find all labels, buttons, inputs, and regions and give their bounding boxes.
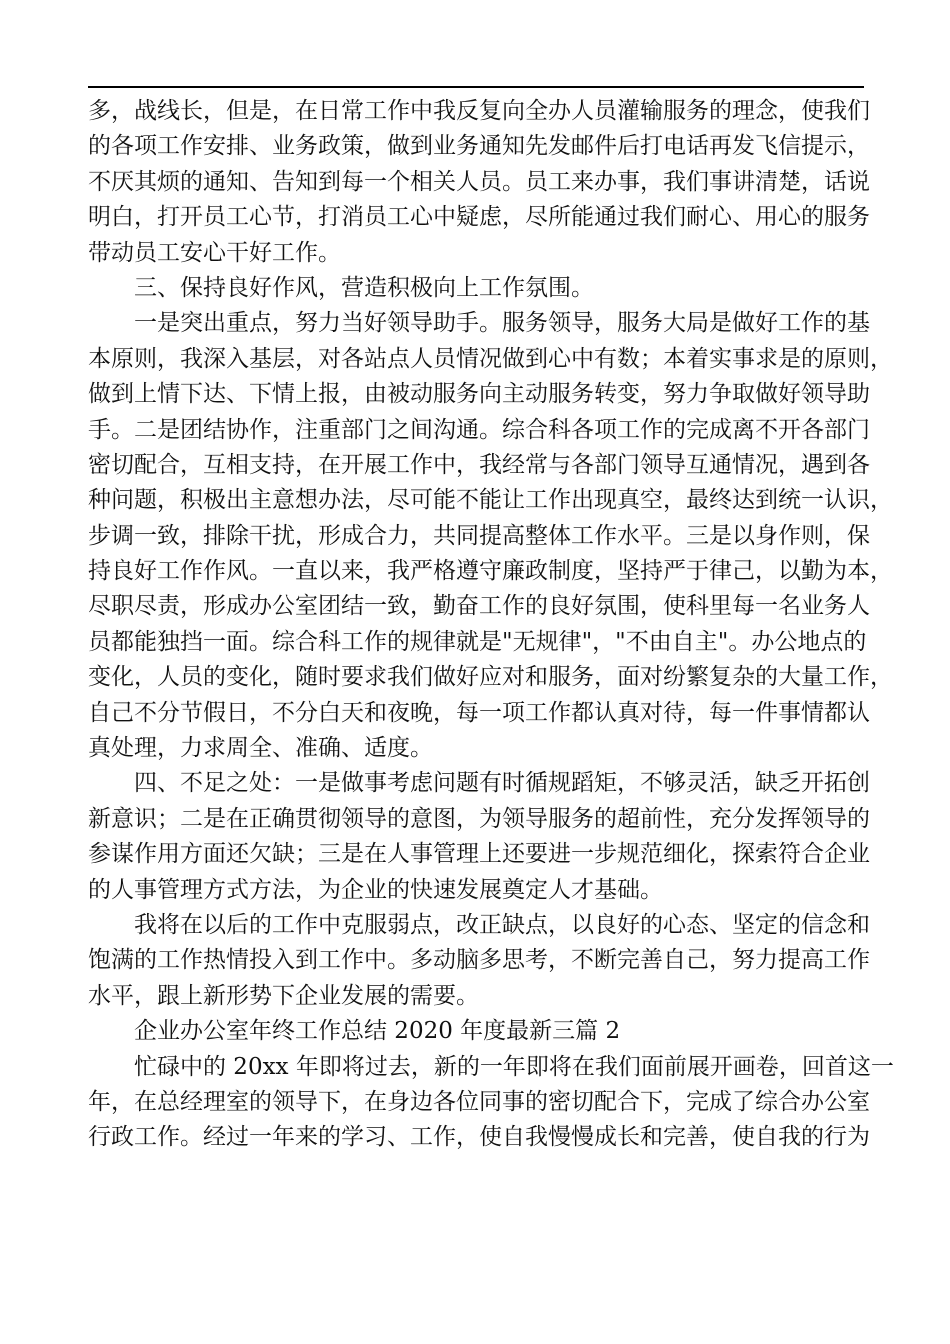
text-line: 忙碌中的 20xx 年即将过去，新的一年即将在我们面前展开画卷，回首这一: [134, 1053, 894, 1080]
text-line: 真处理，力求周全、准确、适度。: [88, 735, 433, 762]
text-line: 行政工作。经过一年来的学习、工作，使自我慢慢成长和完善，使自我的行为: [88, 1124, 870, 1151]
text-line: 做到上情下达、下情上报，由被动服务向主动服务转变，努力争取做好领导助: [88, 381, 870, 408]
text-line: 饱满的工作热情投入到工作中。多动脑多思考，不断完善自己，努力提高工作: [88, 947, 870, 974]
text-line: 尽职尽责，形成办公室团结一致，勤奋工作的良好氛围，使科里每一名业务人: [88, 593, 870, 620]
text-line: 持良好工作作风。一直以来，我严格遵守廉政制度，坚持严于律己，以勤为本，: [88, 558, 893, 585]
text-line: 水平，跟上新形势下企业发展的需要。: [88, 982, 479, 1009]
document-body: [88, 94, 894, 1156]
text-line: 自己不分节假日，不分白天和夜晚，每一项工作都认真对待，每一件事情都认: [88, 699, 870, 726]
text-line: 企业办公室年终工作总结 2020 年度最新三篇 2: [134, 1018, 621, 1045]
text-line: 步调一致，排除干扰，形成合力，共同提高整体工作水平。三是以身作则，保: [88, 522, 870, 549]
text-line: 参谋作用方面还欠缺；三是在人事管理上还要进一步规范细化，探索符合企业: [88, 841, 870, 868]
text-line: 密切配合，互相支持，在开展工作中，我经常与各部门领导互通情况，遇到各: [88, 451, 870, 478]
text-line: 员都能独挡一面。综合科工作的规律就是"无规律"，"不由自主"。办公地点的: [88, 628, 867, 655]
text-line: 三、保持良好作风，营造积极向上工作氛围。: [134, 274, 594, 301]
text-line: 带动员工安心干好工作。: [88, 239, 341, 266]
text-line: 本原则，我深入基层，对各站点人员情况做到心中有数；本着实事求是的原则，: [88, 345, 893, 372]
text-line: 多，战线长，但是，在日常工作中我反复向全办人员灌输服务的理念，使我们: [88, 98, 870, 124]
text-line: 四、不足之处：一是做事考虑问题有时循规蹈矩，不够灵活，缺乏开拓创: [134, 770, 870, 797]
header-rule: [88, 86, 864, 88]
text-line: 变化，人员的变化，随时要求我们做好应对和服务，面对纷繁复杂的大量工作，: [88, 664, 893, 691]
text-line: 明白，打开员工心节，打消员工心中疑虑，尽所能通过我们耐心、用心的服务: [88, 204, 870, 231]
text-line: 的各项工作安排、业务政策，做到业务通知先发邮件后打电话再发飞信提示，: [88, 133, 870, 160]
text-line: 手。二是团结协作，注重部门之间沟通。综合科各项工作的完成离不开各部门: [88, 416, 870, 443]
text-line: 年，在总经理室的领导下，在身边各位同事的密切配合下，完成了综合办公室: [88, 1088, 870, 1115]
text-line: 一是突出重点，努力当好领导助手。服务领导，服务大局是做好工作的基: [134, 310, 870, 337]
text-line: 的人事管理方式方法，为企业的快速发展奠定人才基础。: [88, 876, 663, 903]
text-line: 种问题，积极出主意想办法，尽可能不能让工作出现真空，最终达到统一认识，: [88, 487, 893, 514]
text-line: 新意识；二是在正确贯彻领导的意图，为领导服务的超前性，充分发挥领导的: [88, 805, 870, 832]
text-line: 我将在以后的工作中克服弱点，改正缺点，以良好的心态、坚定的信念和: [134, 911, 870, 938]
text-line: 不厌其烦的通知、告知到每一个相关人员。员工来办事，我们事讲清楚，话说: [88, 168, 870, 195]
